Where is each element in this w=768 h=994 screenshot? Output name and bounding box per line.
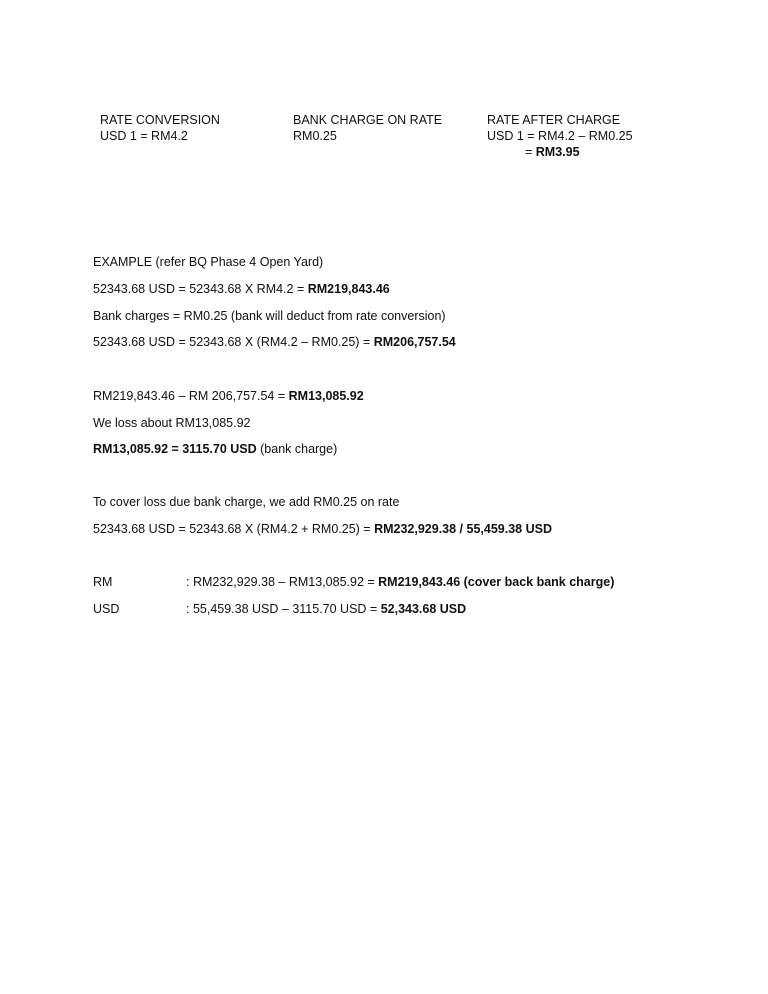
bank-charge-block (293, 112, 442, 144)
example-line-2: Bank charges = RM0.25 (bank will deduct from rate conversion) (93, 309, 446, 323)
rate-conversion-block (100, 112, 220, 144)
rate-conversion-title: RATE CONVERSION (100, 113, 220, 127)
summary-usd-prefix: : 55,459.38 USD – 3115.70 USD = (186, 602, 381, 616)
example-line-3-prefix: 52343.68 USD = 52343.68 X (RM4.2 – RM0.25) = (93, 335, 374, 349)
rate-after-charge-block (487, 112, 633, 160)
cover-line-1: To cover loss due bank charge, we add RM0.25 on rate (93, 495, 400, 509)
loss-line-1 (93, 388, 364, 404)
bank-charge-value: RM0.25 (293, 129, 337, 143)
loss-line-3-suffix: (bank charge) (256, 442, 338, 456)
rate-after-charge-formula: USD 1 = RM4.2 – RM0.25 (487, 129, 633, 143)
example-line-3 (93, 334, 456, 350)
example-line-3-result: RM206,757.54 (373, 335, 456, 349)
loss-line-3-bold: RM13,085.92 = 3115.70 USD (93, 442, 257, 456)
cover-line-2-prefix: 52343.68 USD = 52343.68 X (RM4.2 + RM0.25) = (93, 522, 375, 536)
cover-line-2 (93, 521, 552, 537)
loss-line-3 (93, 441, 337, 457)
rate-after-charge-result-line (487, 144, 633, 160)
rate-after-charge-result-prefix: = (525, 145, 536, 159)
rate-conversion-value: USD 1 = RM4.2 (100, 129, 188, 143)
example-line-1-prefix: 52343.68 USD = 52343.68 X RM4.2 = (93, 282, 308, 296)
loss-line-1-result: RM13,085.92 (288, 389, 364, 403)
rate-after-charge-title: RATE AFTER CHARGE (487, 113, 621, 127)
rate-after-charge-result: RM3.95 (535, 145, 580, 159)
example-line-1 (93, 281, 390, 297)
summary-usd-result: 52,343.68 USD (380, 602, 467, 616)
cover-line-2-result: RM232,929.38 / 55,459.38 USD (374, 522, 552, 536)
loss-line-2: We loss about RM13,085.92 (93, 416, 251, 430)
bank-charge-title: BANK CHARGE ON RATE (293, 113, 443, 127)
summary-rm-prefix: : RM232,929.38 – RM13,085.92 = (186, 575, 379, 589)
summary-rm-row (93, 574, 614, 590)
summary-usd-row (93, 601, 466, 617)
example-title: EXAMPLE (refer BQ Phase 4 Open Yard) (93, 255, 324, 269)
loss-line-1-prefix: RM219,843.46 – RM 206,757.54 = (93, 389, 289, 403)
summary-usd-label: USD (93, 602, 120, 616)
summary-rm-result: RM219,843.46 (cover back bank charge) (378, 575, 615, 589)
summary-rm-label: RM (93, 575, 113, 589)
example-line-1-result: RM219,843.46 (307, 282, 390, 296)
